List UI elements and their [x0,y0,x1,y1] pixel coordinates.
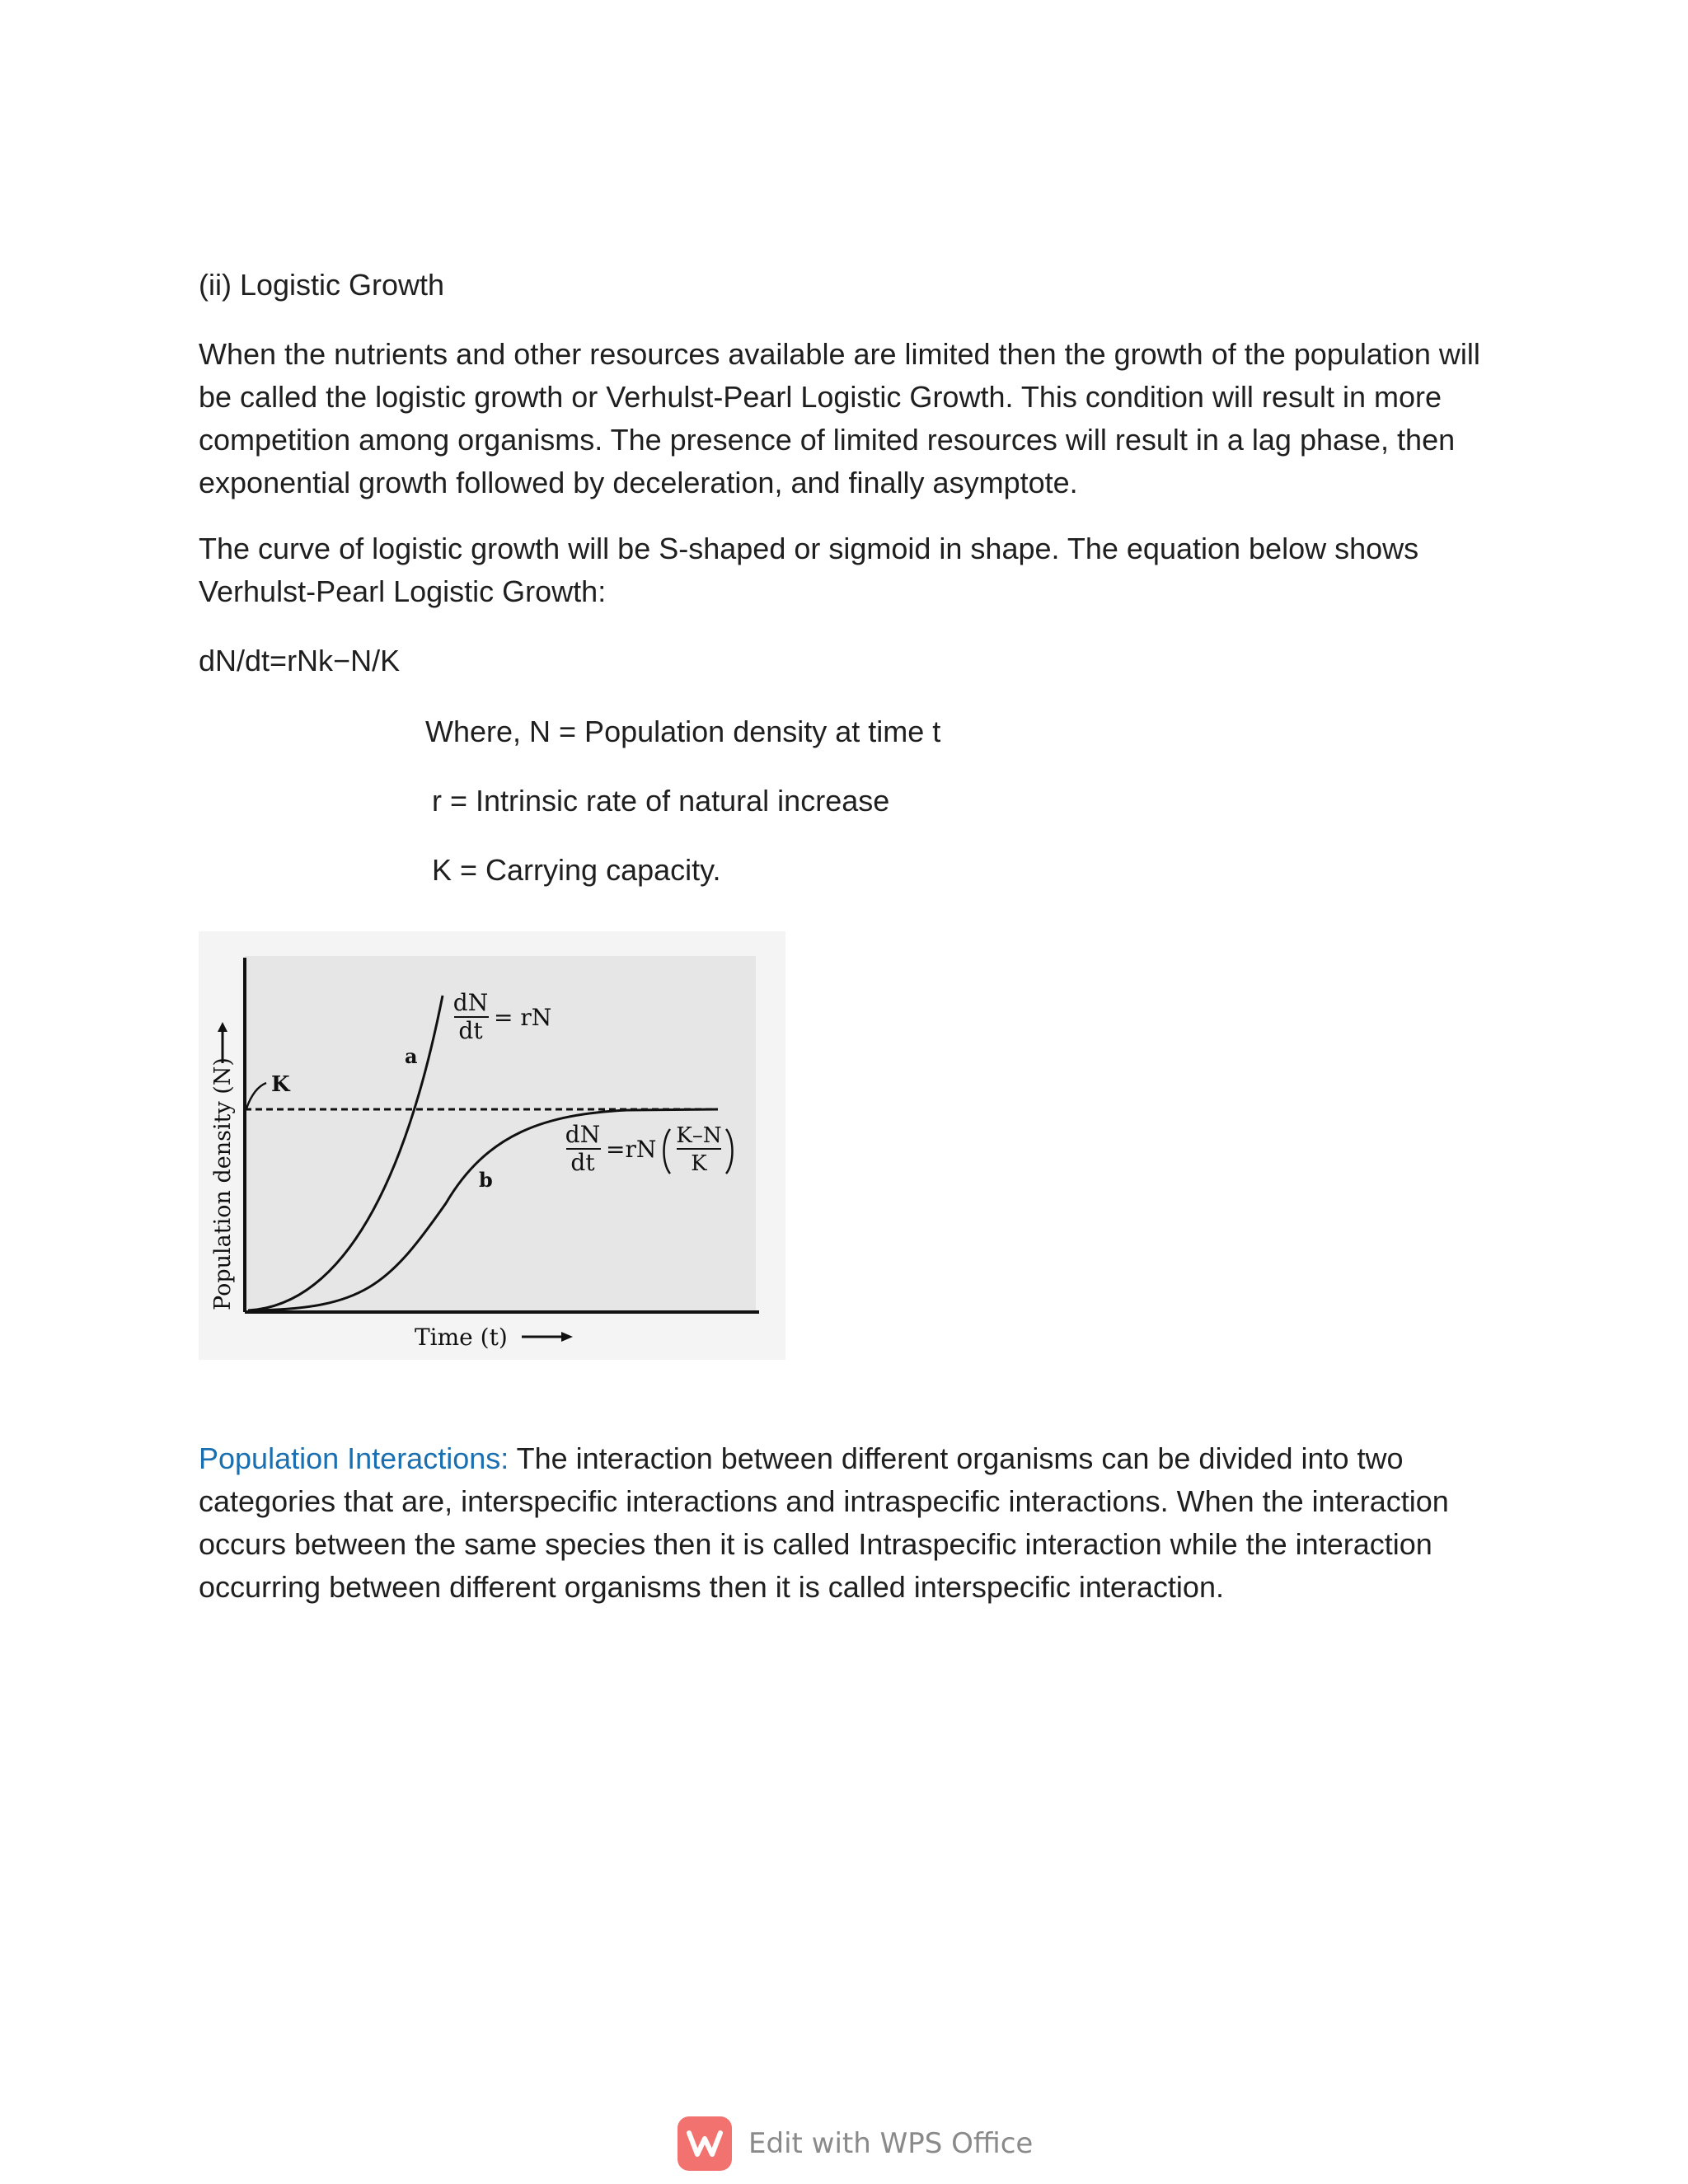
definition-k: K = Carrying capacity. [432,853,721,887]
wps-footer-text: Edit with WPS Office [748,2127,1034,2160]
eq-a-numerator: dN [452,989,489,1016]
wps-logo-icon [678,2116,732,2171]
section-heading: (ii) Logistic Growth [199,268,445,302]
eq-b-frac-numerator: K–N [676,1123,722,1148]
x-axis-arrow-head [561,1332,573,1342]
eq-b-numerator: dN [565,1121,601,1148]
eq-b-frac-denominator: K [691,1151,707,1176]
wps-w-glyph [687,2129,723,2158]
k-label: K [271,1072,290,1097]
curve-a-label: a [405,1044,418,1068]
curve-b-label: b [479,1168,493,1192]
growth-curves-diagram [199,931,785,1360]
logistic-equation: dN/dt=rNk−N/K [199,644,401,677]
eq-a-denominator: dt [458,1017,483,1044]
population-interactions-text: The interaction between different organisms can be divided into two categories that are, interspecific interactions and intraspecific interactions. When the interaction occurs between the same species then it is called Intraspecific interaction while the interaction occurring between different organisms then it is called interspecific interaction. [199,1441,1449,1604]
eq-a-rhs: = rN [494,1004,552,1031]
logistic-growth-figure [199,931,785,1360]
wps-footer[interactable] [678,2115,1033,2172]
logistic-growth-paragraph: When the nutrients and other resources available are limited then the growth of the population will be called the logistic growth or Verhulst-Pearl Logistic Growth. This condition will result in more competition among organisms. The presence of limited resources will result in a lag phase, then exponential growth followed by deceleration, and finally asymptote. [199,337,1480,499]
eq-b-rhs: =rN [606,1136,657,1163]
definition-n: Where, N = Population density at time t [425,715,941,748]
x-axis-label: Time (t) [415,1324,508,1351]
population-interactions-term: Population Interactions: [199,1441,509,1475]
sigmoid-paragraph: The curve of logistic growth will be S-shaped or sigmoid in shape. The equation below shows Verhulst-Pearl Logistic Growth: [199,532,1419,608]
definition-r: r = Intrinsic rate of natural increase [432,784,890,818]
y-axis-label: Population density (N) [210,1057,236,1310]
population-interactions-paragraph [199,1437,1484,1609]
eq-b-denominator: dt [570,1149,595,1176]
y-axis-arrow-head [218,1022,227,1032]
